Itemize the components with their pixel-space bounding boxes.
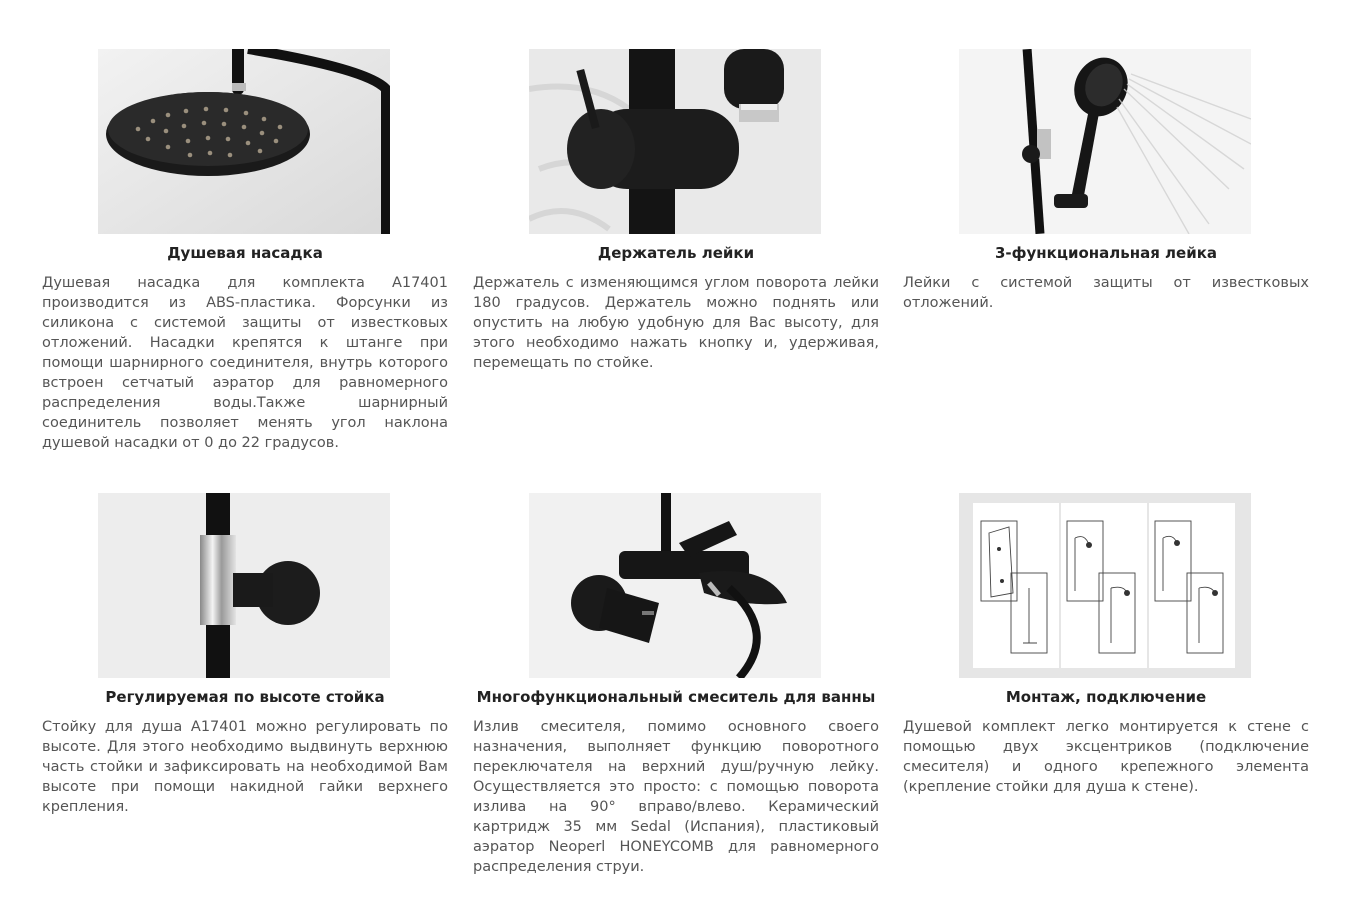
feature-title: Монтаж, подключение <box>1005 688 1207 706</box>
feature-description: Излив смесителя, помимо основного своего назначения, выполняет функцию поворотного переключателя на верхний душ/ручную лейку. Осуществляется это просто: с помощью поворота излива на 90° вправо/влево. Керамический картридж 35 мм Sedal (Испания), пластиковый аэратор Neoperl HONEYCOMB для равномерного распределения струи. <box>473 719 879 875</box>
feature-description: Душевой комплект легко монтируется к стене с помощью двух эксцентриков (подключение смесителя) и одного крепежного элемента (крепление стойки для душа к стене). <box>903 719 1309 795</box>
feature-description: Стойку для душа A17401 можно регулировать по высоте. Для этого необходимо выдвинуть верхнюю часть стойки и зафиксировать на необходимой Вам высоте при помощи накидной гайки верхнего крепления. <box>42 719 448 815</box>
mixer-image <box>529 493 821 678</box>
hand-shower-image <box>959 49 1251 234</box>
feature-description: Лейки с системой защиты от известковых отложений. <box>903 275 1309 311</box>
feature-title: Многофункциональный смеситель для ванны <box>476 688 876 706</box>
installation-diagram-image <box>959 493 1251 678</box>
feature-description: Душевая насадка для комплекта A17401 производится из ABS-пластика. Форсунки из силикона с системой защиты от известковых отложений. Насадки крепятся к штанге при помощи шарнирного соединителя, внутрь которого встроен сетчатый аэратор для равномерного распределения воды.Также шарнирный соединитель позволяет менять угол наклона душевой насадки от 0 до 22 градусов. <box>42 275 448 451</box>
feature-description: Держатель с изменяющимся углом поворота лейки 180 градусов. Держатель можно поднять или опустить на любую удобную для Вас высоту, для этого необходимо нажать кнопку и, удерживая, перемещать по стойке. <box>473 275 879 371</box>
riser-image <box>98 493 390 678</box>
feature-title: 3-функциональная лейка <box>994 244 1218 262</box>
feature-title: Душевая насадка <box>167 244 323 262</box>
feature-title: Регулируемая по высоте стойка <box>105 688 385 706</box>
feature-title: Держатель лейки <box>597 244 755 262</box>
holder-image <box>529 49 821 234</box>
shower-head-image <box>98 49 390 234</box>
